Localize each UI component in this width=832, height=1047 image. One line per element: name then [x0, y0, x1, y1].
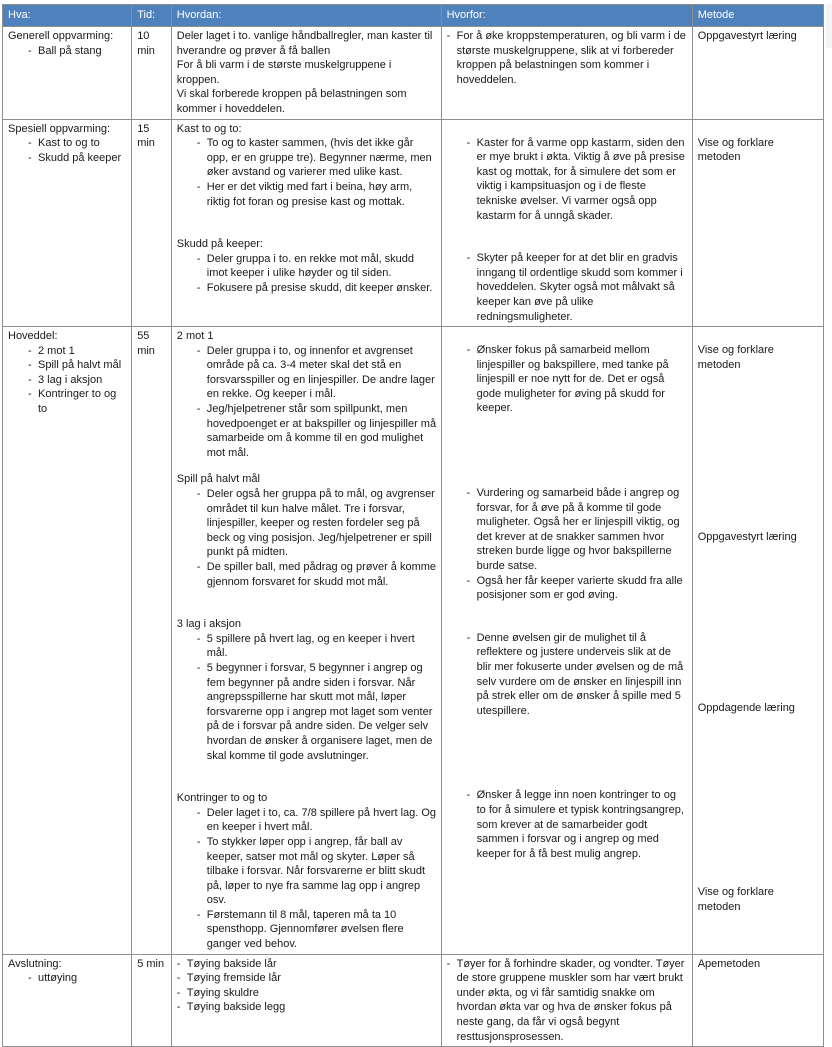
list-item: - 5 spillere på hvert lag, og en keeper i hvert mål. — [177, 632, 437, 661]
hvordan-cell — [171, 327, 441, 955]
tid-cell: 5 min — [132, 954, 172, 1047]
list-item: - De spiller ball, med pådrag og prøver å komme gjennom forsvaret for skudd mot mål. — [177, 560, 437, 589]
list-item: - Skyter på keeper for at det blir en gradvis inngang til ordentlige skudd som kommer i hoveddelen. Skyter også mot målvakt så keeper kan øve på ulike redningsmuligheter. — [447, 251, 688, 324]
header-tid: Tid: — [132, 5, 172, 27]
list-item: - Jeg/hjelpetrener står som spillpunkt, men hovedpoenget er at bakspiller og linjespiller må samarbeide om å komme til en god mulighet mot mål. — [177, 402, 437, 460]
hvorfor-cell — [441, 27, 692, 120]
header-hvordan: Hvordan: — [171, 5, 441, 27]
list-item: - Deler også her gruppa på to mål, og avgrenser området til kun halve målet. Tre i forsvar, linjespiller, keeper og resten fordeler seg på beck og ving posisjon. Jeg/hjelpetrener er spill punkt på midten. — [177, 487, 437, 560]
metode-text: Vise og forklare metoden — [697, 886, 774, 914]
training-plan-table — [2, 4, 824, 1047]
list-item: - Ball på stang — [8, 44, 127, 59]
metode-cell — [692, 327, 823, 955]
text-line: For å bli varm i de største muskelgruppene i kroppen. — [176, 59, 392, 86]
list-item: - 2 mot 1 — [8, 344, 127, 359]
metode-cell: Oppgavestyrt læring — [692, 27, 823, 120]
hvordan-cell — [171, 119, 441, 327]
table-row — [3, 27, 824, 120]
header-metode: Metode — [692, 5, 823, 27]
hva-cell — [3, 954, 132, 1047]
list-item: - Tøying skuldre — [177, 986, 437, 1001]
hva-cell — [3, 119, 132, 327]
tid-cell: 55 min — [132, 327, 172, 955]
metode-cell: Apemetoden — [692, 954, 823, 1047]
subsection-title: Skudd på keeper: — [176, 238, 263, 251]
section-title: Generell oppvarming: — [8, 30, 114, 42]
metode-text: Oppgavestyrt læring — [697, 531, 797, 544]
list-item: - Her er det viktig med fart i beina, høy arm, riktig fot foran og presise kast og mottak. — [177, 180, 437, 209]
hva-cell — [3, 327, 132, 955]
subsection-title: Spill på halvt mål — [176, 473, 260, 486]
hvorfor-cell — [441, 119, 692, 327]
tid-cell: 10 min — [132, 27, 172, 120]
metode-text: Oppdagende læring — [697, 701, 795, 714]
list-item: - To og to kaster sammen, (hvis det ikke går opp, er en gruppe tre). Begynner nærme, men øker avstand og varierer med ulike kast. — [177, 136, 437, 180]
subsection-title: 3 lag i aksjon — [176, 618, 241, 631]
tid-cell: 15 min — [132, 119, 172, 327]
list-item: - Kontringer to og to — [8, 387, 127, 416]
hva-cell — [3, 27, 132, 120]
hvordan-cell — [171, 954, 441, 1047]
table-row — [3, 954, 824, 1047]
table-row — [3, 119, 824, 327]
list-item: - Vurdering og samarbeid både i angrep og forsvar, for å øve på å komme til gode muligheter. Også her er linjespill viktig, og det krever at de snakker sammen hvor streken burde ligge og hvor bakspillerne burde satse. — [447, 486, 688, 574]
list-item: - Ønsker fokus på samarbeid mellom linjespiller og bakspillere, med tanke på linjespill er noe nytt for de. Det er også gode muligheter for øving på skudd for keeper. — [447, 343, 688, 416]
list-item: - To stykker løper opp i angrep, får ball av keeper, satser mot mål og skyter. Løper så tilbake i forsvar. Når forsvarerne er blitt skudt på, løper to nye fra samme lag opp i angrep osv. — [177, 835, 437, 908]
list-item: - uttøying — [8, 971, 127, 986]
list-item: - 5 begynner i forsvar, 5 begynner i angrep og fem begynner på andre siden i forsvar. Når angrepsspillerne har skutt mot mål, løper forsvarerne opp i angrep mot laget som venter på de i forsvar på andre siden. De velger selv hvordan de ønsker å organisere laget, men de skal komme til gode avslutninger. — [177, 661, 437, 763]
list-item: - Tøyer for å forhindre skader, og vondter. Tøyer de store gruppene muskler som har vært brukt under økta, og vi får samtidig snakke om hvordan økta var og hva de ønsker fokus på neste gang, da får vi også begynt resttusjonsprosessen. — [447, 957, 688, 1045]
list-item: - Skudd på keeper — [8, 151, 127, 166]
text-line: Deler laget i to. vanlige håndballregler, man kaster til hverandre og prøver å få ballen — [176, 30, 433, 57]
list-item: - Tøying bakside lår — [177, 957, 437, 972]
list-item: - Denne øvelsen gir de mulighet til å reflektere og justere underveis slik at de blir mer fokuserte under øvelsen og de må selv vurdere om de ønsker en linjespill inn på strek eller om de ønsker å spille med 5 utespillere. — [447, 631, 688, 719]
list-item: - Fokusere på presise skudd, dit keeper ønsker. — [177, 281, 437, 296]
list-item: - Deler gruppa i to. en rekke mot mål, skudd imot keeper i ulike høyder og til siden. — [177, 252, 437, 281]
subsection-title: Kontringer to og to — [176, 792, 268, 805]
hvordan-cell — [171, 27, 441, 120]
page-edge-shade — [826, 4, 832, 48]
metode-cell — [692, 119, 823, 327]
section-title: Avslutning: — [8, 957, 62, 970]
section-title: Hoveddel: — [8, 330, 58, 343]
list-item: - Kaster for å varme opp kastarm, siden den er mye brukt i økta. Viktig å øve på presise kast og mottak, for å simulere det som er viktig i kampsituasjon og i de fleste tekniske øvelser. Vi varmer også opp kastarm for å unngå skader. — [447, 136, 688, 224]
list-item: - Førstemann til 8 mål, taperen må ta 10 spensthopp. Gjennomfører øvelsen flere ganger ved behov. — [177, 908, 437, 952]
header-hva: Hva: — [3, 5, 132, 27]
section-title: Spesiell oppvarming: — [8, 122, 111, 135]
list-item: - Deler gruppa i to, og innenfor et avgrenset område på ca. 3-4 meter skal det stå en forsvarsspiller og en linjespiller. De andre lager en rekke. Og keeper i mål. — [177, 344, 437, 402]
list-item: - 3 lag i aksjon — [8, 373, 127, 388]
text-line: Vi skal forberede kroppen på belastningen som kommer i hoveddelen. — [176, 88, 407, 115]
list-item: - Ønsker å legge inn noen kontringer to og to for å simulere et typisk kontringsangrep, som krever at de samarbeider godt sammen i forsvar og i angrep og med keeper for å få best mulig angrep. — [447, 788, 688, 861]
table-row — [3, 327, 824, 955]
list-item: - For å øke kroppstemperaturen, og bli varm i de største muskelgruppene, slik at vi forbereder kroppen på belastningen som kommer i hoveddelen. — [447, 29, 688, 87]
metode-text: Vise og forklare metoden — [697, 136, 774, 164]
header-row — [3, 5, 824, 27]
list-item: - Tøying fremside lår — [177, 971, 437, 986]
hvorfor-cell — [441, 327, 692, 955]
metode-text: Vise og forklare metoden — [697, 344, 774, 371]
subsection-title: Kast to og to: — [176, 122, 242, 135]
header-hvorfor: Hvorfor: — [441, 5, 692, 27]
list-item: - Også her får keeper varierte skudd fra alle posisjoner som er god øving. — [447, 574, 688, 603]
list-item: - Kast to og to — [8, 136, 127, 151]
subsection-title: 2 mot 1 — [176, 330, 214, 343]
hvorfor-cell — [441, 954, 692, 1047]
list-item: - Deler laget i to, ca. 7/8 spillere på hvert lag. Og en keeper i hvert mål. — [177, 806, 437, 835]
list-item: - Tøying bakside legg — [177, 1000, 437, 1015]
list-item: - Spill på halvt mål — [8, 358, 127, 373]
